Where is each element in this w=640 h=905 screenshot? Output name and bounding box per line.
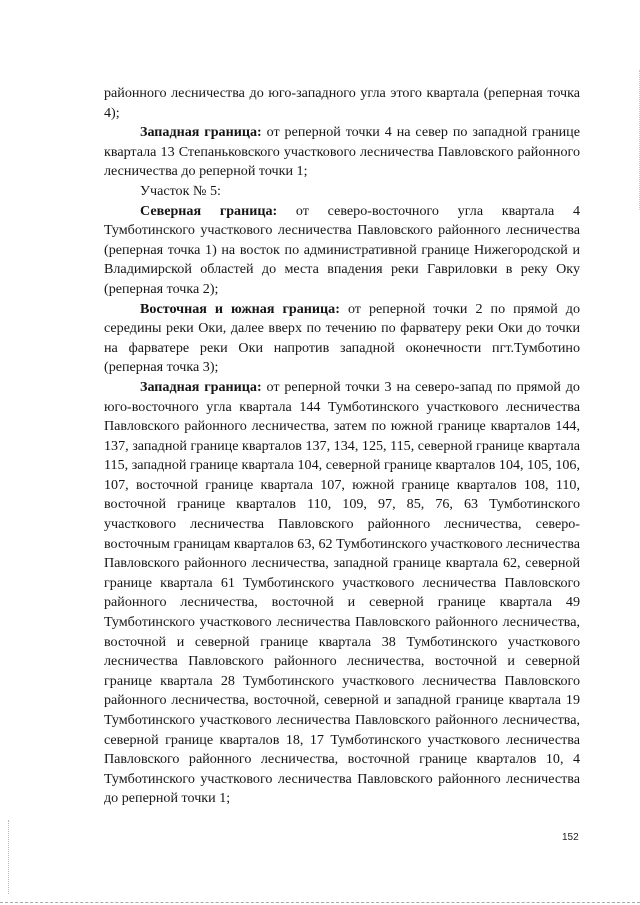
paragraph-text: районного лесничества до юго-западного угла этого квартала (реперная точка 4); bbox=[104, 85, 580, 121]
scan-edge-bottom bbox=[0, 901, 640, 903]
body-text bbox=[104, 84, 580, 809]
paragraph-text: от реперной точки 3 на северо-запад по прямой до юго-восточного угла квартала 144 Тумботинского участкового лесничества Павловского районного лесничества, затем по южной границе кварталов 144, 137, западной границе кварталов 137, 134, 125, 115, северной границе квартала 115, западной границе квартала 104, северной границе кварталов 104, 105, 106, 107, восточной границе квартала 107, южной границе кварталов 108, 110, восточной границе кварталов 110, 109, 97, 85, 76, 63 Тумботинского участкового лесничества Павловского районного лесничества, северо-восточным границам кварталов 63, 62 Тумботинского участкового лесничества Павловского районного лесничества, западной границе квартала 62, северной границе квартала 61 Тумботинского участкового лесничества Павловского районного лесничества, восточной и северной границе квартала 49 Тумботинского участкового лесничества Павловского районного лесничества, восточной и северной границе квартала 38 Тумботинского участкового лесничества Павловского районного лесничества, восточной и северной границе квартала 28 Тумботинского участкового лесничества Павловского районного лесничества, восточной, северной и западной границе квартала 19 Тумботинского участкового лесничества Павловского районного лесничества, северной границе кварталов 18, 17 Тумботинского участкового лесничества Павловского районного лесничества, восточной границе кварталов 10, 4 Тумботинского участкового лесничества Павловского районного лесничества до реперной точки 1; bbox=[104, 378, 580, 807]
heading-west-border: Западная граница: bbox=[140, 378, 262, 395]
paragraph-west-border-section-5 bbox=[104, 378, 580, 809]
page-number: 152 bbox=[562, 832, 579, 843]
heading-west-border: Западная граница: bbox=[140, 124, 262, 141]
plot-title: Участок № 5: bbox=[140, 182, 221, 199]
scan-edge-left bbox=[8, 820, 10, 894]
paragraph-east-south-border bbox=[104, 300, 580, 378]
paragraph-west-border-section-4 bbox=[104, 123, 580, 182]
section-heading-plot-5 bbox=[104, 182, 580, 202]
paragraph-continuation bbox=[104, 84, 580, 123]
paragraph-text: от реперной точки 4 на север по западной границе квартала 13 Степаньковского участкового лесничества Павловского районного лесничества до реперной точки 1; bbox=[104, 124, 580, 180]
paragraph-text: от реперной точки 2 по прямой до середины реки Оки, далее вверх по течению по фарватеру реки Оки до точки на фарватере реки Оки напротив западной оконечности пгт.Тумботино (реперная точка 3); bbox=[104, 300, 581, 376]
paragraph-north-border bbox=[104, 202, 580, 300]
heading-east-south-border: Восточная и южная граница: bbox=[140, 300, 340, 317]
paragraph-text: от северо-восточного угла квартала 4 Тумботинского участкового лесничества Павловского районного лесничества (реперная точка 1) на восток по административной границе Нижегородской и Владимирской областей до места впадения реки Гавриловки в реку Оку (реперная точка 2); bbox=[104, 202, 580, 297]
heading-north-border: Северная граница: bbox=[140, 202, 278, 219]
